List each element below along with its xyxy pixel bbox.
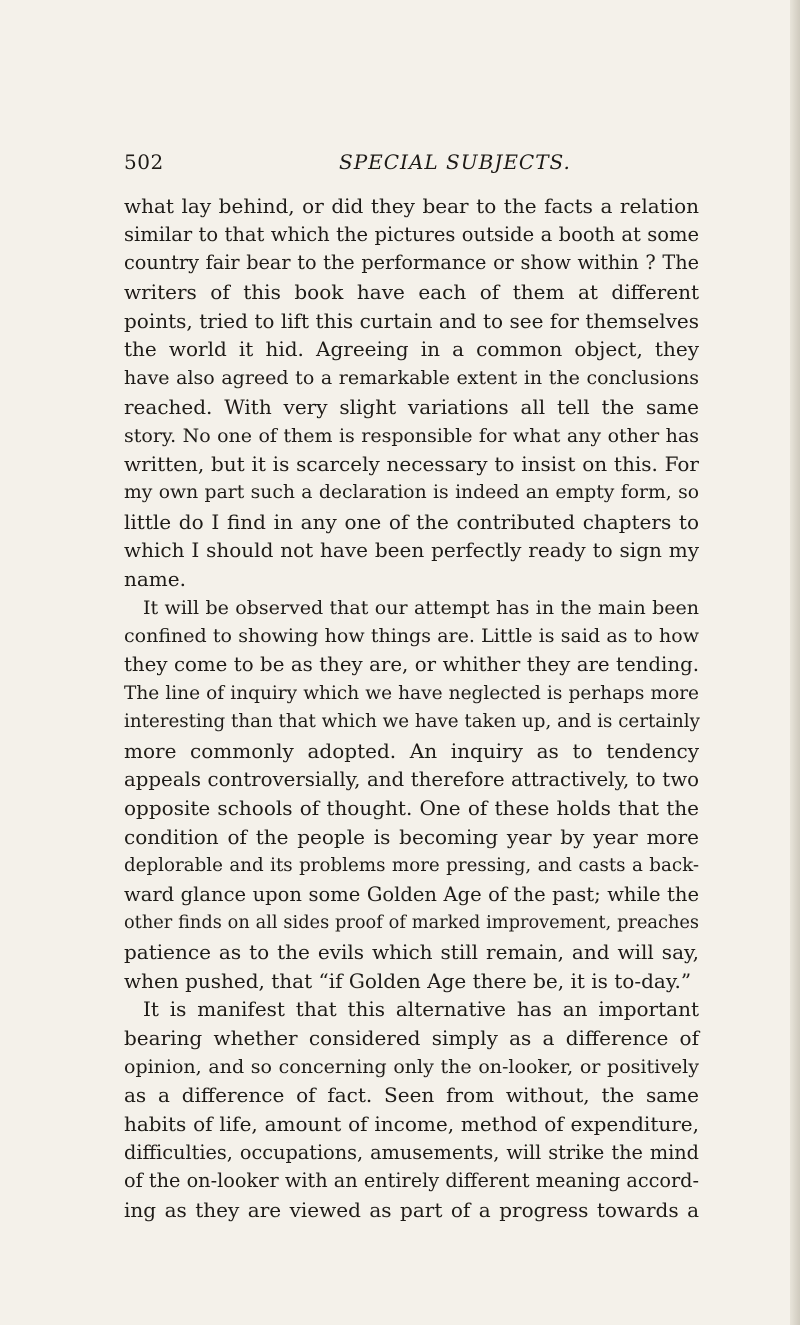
text-line: name. [124, 566, 186, 591]
text-line: bearing whether considered simply as a difference of [124, 1025, 699, 1050]
text-line: points, tried to lift this curtain and to see for themselves [124, 308, 699, 333]
text-line: writers of this book have each of them at different [124, 280, 699, 305]
body-text [124, 192, 699, 1225]
text-line: condition of the people is becoming year by year more [124, 825, 699, 850]
text-line: of the on-looker with an entirely different meaning accord- [124, 1169, 699, 1193]
text-line: my own part such a declaration is indeed an empty form, so [124, 481, 699, 503]
text-line: ing as they are viewed as part of a progress towards a [124, 1198, 699, 1223]
text-line: reached. With very slight variations all tell the same [124, 394, 699, 419]
text-line: confined to showing how things are. Little is said as to how [124, 625, 699, 648]
text-line: habits of life, amount of income, method of expenditure, [124, 1112, 699, 1136]
text-line: as a difference of fact. Seen from without, the same [124, 1083, 699, 1108]
text-line: when pushed, that “if Golden Age there be, it is to-day.” [124, 968, 692, 993]
text-line: It will be observed that our attempt has in the main been [143, 596, 699, 619]
text-line: story. No one of them is responsible for what any other has [124, 424, 699, 447]
text-line: written, but it is scarcely necessary to insist on this. For [124, 452, 699, 477]
text-line: appeals controversially, and therefore attractively, to two [124, 767, 699, 791]
text-line: difficulties, occupations, amusements, will strike the mind [124, 1140, 699, 1164]
text-line: It is manifest that this alternative has an important [143, 997, 699, 1022]
text-line: country fair bear to the performance or show within ? The [124, 251, 699, 275]
text-line: opposite schools of thought. One of these holds that the [124, 796, 699, 821]
page-number: 502 [124, 150, 164, 174]
running-head [124, 150, 704, 180]
text-line: ward glance upon some Golden Age of the past; while the [124, 882, 699, 906]
text-line: they come to be as they are, or whither they are tending. [124, 653, 699, 676]
text-line: other finds on all sides proof of marked improvement, preaches [124, 913, 699, 934]
text-line: the world it hid. Agreeing in a common object, they [124, 337, 699, 362]
text-line: The line of inquiry which we have neglected is perhaps more [124, 682, 699, 704]
text-line: deplorable and its problems more pressing, and casts a back- [124, 854, 699, 876]
text-line: what lay behind, or did they bear to the facts a relation [124, 194, 699, 218]
running-head-title: SPECIAL SUBJECTS. [339, 150, 571, 174]
text-line: interesting than that which we have taken up, and is certainly [124, 711, 700, 733]
text-line: which I should not have been perfectly ready to sign my [124, 538, 699, 563]
text-line: little do I find in any one of the contributed chapters to [124, 509, 699, 534]
text-line: similar to that which the pictures outside a booth at some [124, 222, 699, 246]
text-line: more commonly adopted. An inquiry as to tendency [124, 739, 699, 764]
page-edge [790, 0, 800, 1325]
text-line: opinion, and so concerning only the on-looker, or positively [124, 1055, 699, 1078]
text-line: have also agreed to a remarkable extent in the conclusions [124, 367, 699, 390]
text-line: patience as to the evils which still remain, and will say, [124, 939, 699, 964]
